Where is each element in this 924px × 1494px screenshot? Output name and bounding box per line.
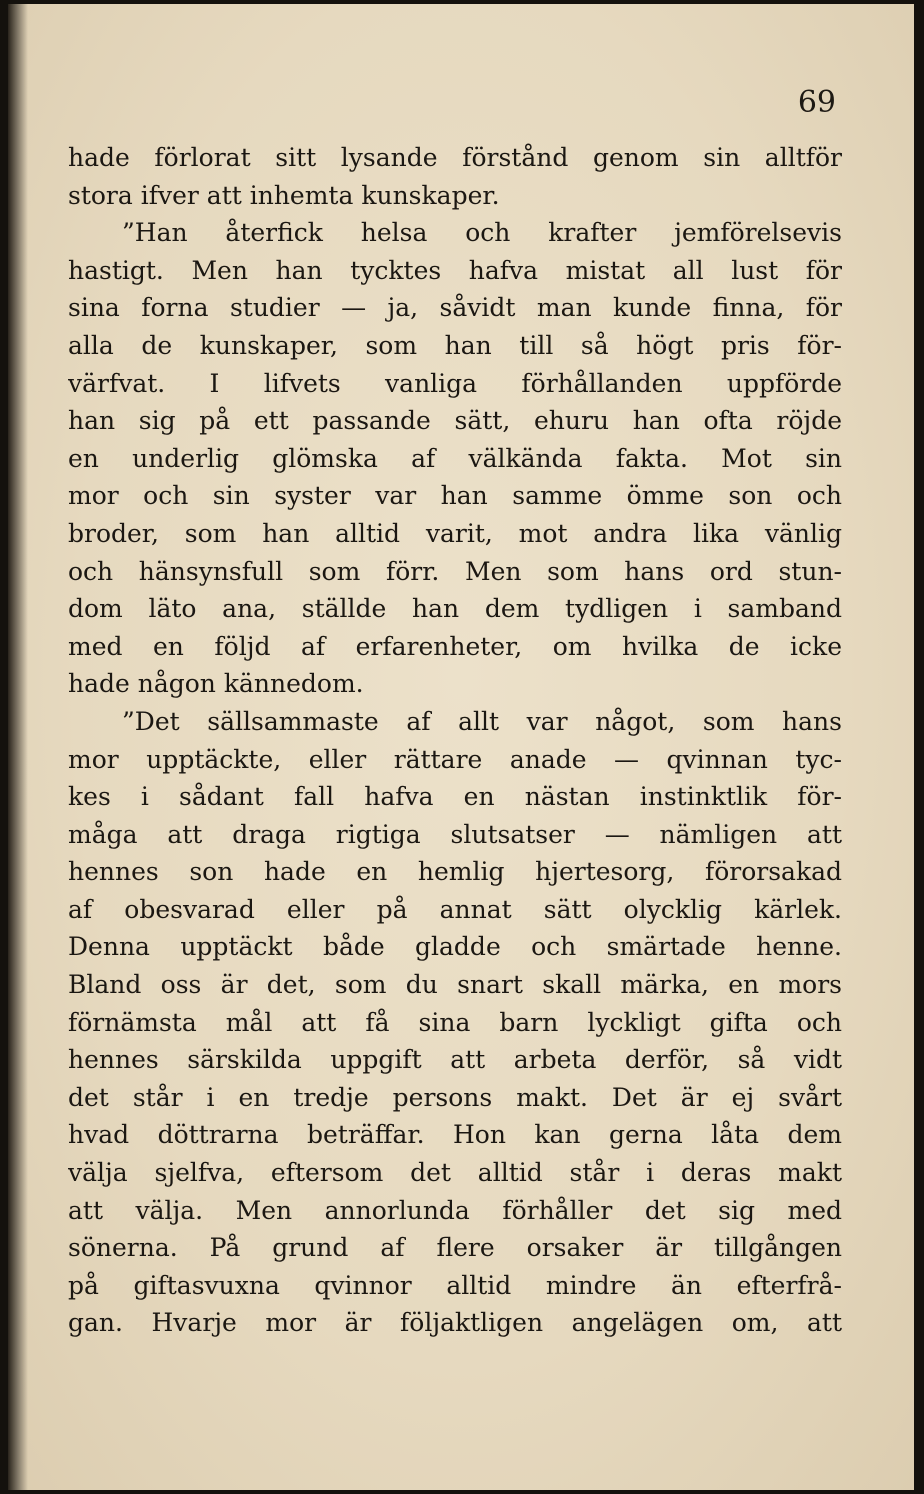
text-line: hennes son hade en hemlig hjertesorg, förorsakad [68,857,842,887]
text-line: mor och sin syster var han samme ömme son och [68,481,842,511]
text-line: hade någon kännedom. [68,669,364,699]
text-line: kes i sådant fall hafva en nästan instinktlik för- [68,782,842,812]
page-binding-shadow [8,4,28,1490]
text-line: Bland oss är det, som du snart skall märka, en mors [68,970,842,1000]
text-line: med en följd af erfarenheter, om hvilka de icke [68,631,842,661]
text-line: Denna upptäckt både gladde och smärtade henne. [68,932,842,962]
text-line: hade förlorat sitt lysande förstånd genom sin alltför [68,143,842,172]
text-line: hvad döttrarna beträffar. Hon kan gerna låta dem [68,1120,842,1150]
text-line: broder, som han alltid varit, mot andra lika vänlig [68,518,842,548]
text-line: hennes särskilda uppgift att arbeta derför, så vidt [68,1045,842,1075]
text-line: förnämsta mål att få sina barn lyckligt gifta och [68,1007,842,1037]
text-line: det står i en tredje persons makt. Det är ej svårt [68,1082,842,1112]
text-line: af obesvarad eller på annat sätt olycklig kärlek. [68,894,842,924]
text-line: dom läto ana, ställde han dem tydligen i samband [68,594,842,624]
text-line: sina forna studier — ja, såvidt man kunde finna, för [68,293,842,323]
text-line: ”Det sällsammaste af allt var något, som hans [122,706,842,736]
text-line: sönerna. På grund af flere orsaker är tillgången [68,1233,842,1263]
text-line: alla de kunskaper, som han till så högt pris för- [68,330,842,360]
text-line: och hänsynsfull som förr. Men som hans ord stun- [68,556,842,586]
text-line: han sig på ett passande sätt, ehuru han ofta röjde [68,406,842,436]
text-line: välja sjelfva, eftersom det alltid står i deras makt [68,1158,842,1188]
text-line: mor upptäckte, eller rättare anade — qvinnan tyc- [68,744,842,774]
body-text [68,139,842,1342]
text-line: en underlig glömska af välkända fakta. Mot sin [68,443,842,473]
text-line: gan. Hvarje mor är följaktligen angelägen om, att [68,1308,842,1338]
text-line: ”Han återfick helsa och krafter jemförelsevis [122,218,842,248]
text-line: att välja. Men annorlunda förhåller det sig med [68,1195,842,1225]
text-line: värfvat. I lifvets vanliga förhållanden uppförde [68,368,842,398]
page-number: 69 [797,85,836,120]
book-page [8,4,914,1490]
text-line: hastigt. Men han tycktes hafva mistat all lust för [68,255,842,285]
text-line: stora ifver att inhemta kunskaper. [68,180,500,210]
text-line: på giftasvuxna qvinnor alltid mindre än efterfrå- [68,1270,842,1300]
text-line: måga att draga rigtiga slutsatser — nämligen att [68,819,842,849]
